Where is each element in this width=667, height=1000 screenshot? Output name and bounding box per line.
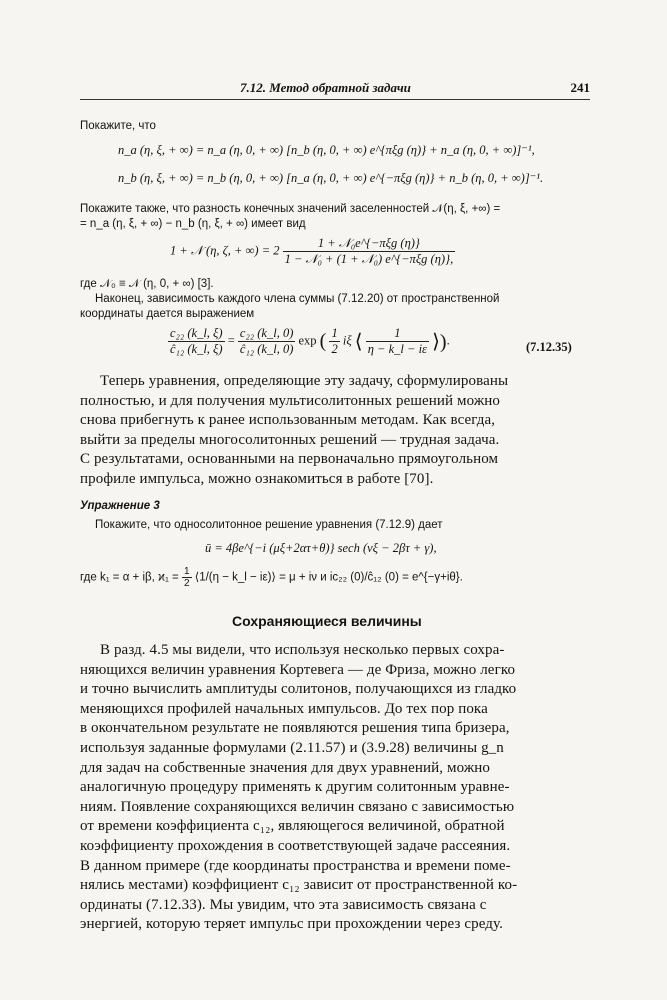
fraction-numerator: c₂₂ (k_l, ξ)	[170, 326, 223, 340]
exp-function: exp	[298, 333, 317, 348]
text-line: координаты дается выражением	[80, 308, 255, 320]
paragraph-line: С результатами, основанными на первоначально прямоугольном	[80, 451, 499, 468]
equation-number: (7.12.35)	[526, 340, 572, 354]
paragraph-line: энергией, которую теряет импульс при прохождении через среду.	[80, 916, 503, 933]
equation-2: n_b (η, ξ, + ∞) = n_b (η, 0, + ∞) [n_a (η, 0, + ∞) e^{−πξg (η)} + n_b (η, 0, + ∞)]⁻¹.	[118, 171, 544, 185]
exercise-equation: ū = 4βe^{−i (μξ+2ατ+θ)} sech (νξ − 2βτ + γ),	[205, 541, 437, 555]
fraction-denominator: ĉ₁₂ (k_l, 0)	[239, 342, 294, 356]
paragraph-line: нялись местами) коэффициент c₁₂ зависит от пространственной ко-	[80, 877, 518, 894]
paragraph-line: снова прибегнуть к ранее использованным методам. Как всегда,	[80, 412, 496, 429]
paragraph-line: используя заданные формулами (2.11.57) и (3.9.28) величины g_n	[80, 739, 504, 756]
paragraph-line: ординаты (7.12.33). Мы увидим, что эта зависимость связана с	[80, 896, 487, 913]
paragraph-2	[80, 641, 590, 935]
header-rule	[80, 99, 590, 100]
paragraph-line: от времени коэффициента c₁₂, являющегося величиной, обратной	[80, 818, 505, 835]
paragraph-line: для задач на собственные значения для двух уравнений, можно	[80, 759, 491, 776]
half-fraction	[329, 326, 339, 357]
paragraph-line: меняющихся профилей начальных импульсов. До тех пор пока	[80, 700, 488, 717]
page-number: 241	[570, 80, 590, 95]
half-fraction	[182, 566, 192, 589]
definitions-suffix: ⟨1/(η − k_l − iε)⟩ = μ + iν и ic₂₂ (0)/ĉ₁₂ (0) = e^{−γ+iθ}.	[194, 571, 463, 584]
paragraph-line: В разд. 4.5 мы видели, что используя несколько первых сохра-	[100, 642, 505, 658]
paragraph-line: профиле импульса, можно ознакомиться в работе [70].	[80, 470, 434, 487]
where-clause: где 𝒩₀ ≡ 𝒩 (η, 0, + ∞) [3].	[80, 278, 214, 290]
equation-4: $\frac{\text{c₂₂ (k\_l, ξ)}}{\text{ĉ₁₂ (k\_l, ξ)}}$ = $\frac{\text{c₂₂ (k\_l, 0)}}{\text{ĉ₁₂ (k\_l, 0)}}$ exp ( $\frac{1}{2}$ iξ ⟨ $\frac{1}{\eta - k\_l - i\varepsilon}$ ⟩).	[170, 326, 450, 356]
definitions-prefix: где k₁ = α + iβ, ϰ₁ =	[80, 571, 179, 584]
equation-1: n_a (η, ξ, + ∞) = n_a (η, 0, + ∞) [n_b (η, 0, + ∞) e^{πξg (η)} + n_a (η, 0, + ∞)]⁻¹,	[118, 143, 535, 157]
equation-3	[170, 236, 455, 267]
paragraph-line: в окончательном результате не появляются решения типа бризера,	[80, 720, 510, 737]
paragraph-1	[80, 372, 590, 490]
fraction-numerator: 1	[183, 566, 190, 577]
fraction-denominator: 2	[331, 342, 338, 356]
paragraph-line: аналогичную процедуру применять к другим солитонным уравне-	[80, 779, 510, 796]
text-line: = n_a (η, ξ, + ∞) − n_b (η, ξ, + ∞) имеет вид	[80, 218, 306, 230]
paragraph-line: и точно вычислить амплитуды солитонов, получающихся из гладко	[80, 681, 517, 698]
fraction-right	[238, 326, 295, 357]
fraction-left	[168, 326, 225, 357]
intro-text: Покажите, что	[80, 120, 156, 132]
exercise-text: Покажите, что односолитонное решение уравнения (7.12.9) дает	[95, 519, 443, 531]
fraction-numerator: 1	[331, 326, 338, 340]
fraction-numerator: 1 + 𝒩₀e^{−πξg (η)}	[283, 236, 456, 252]
text-line: Наконец, зависимость каждого члена суммы (7.12.20) от пространственной	[95, 293, 500, 305]
fraction-denominator: η − k_l − iε	[367, 342, 427, 356]
fraction-denominator: 1 − 𝒩₀ + (1 + 𝒩₀) e^{−πξg (η)},	[284, 252, 454, 266]
fraction-numerator: c₂₂ (k_l, 0)	[239, 326, 294, 340]
fraction-numerator: 1	[366, 326, 429, 342]
paragraph-line: ниям. Появление сохраняющихся величин связано с зависимостью	[80, 798, 515, 815]
exercise-definitions	[80, 566, 463, 589]
equation-3-lhs: 1 + 𝒩 (η, ζ, + ∞) = 2	[170, 243, 280, 258]
fraction-denominator: ĉ₁₂ (k_l, ξ)	[170, 342, 223, 356]
exercise-title: Упражнение 3	[80, 500, 160, 512]
paragraph-line: полностью, и для получения мультисолитонных решений можно	[80, 392, 501, 409]
fraction-denominator: 2	[183, 578, 190, 589]
paragraph-line: коэффициенту прохождения в соответствующей задаче рассеяния.	[80, 837, 511, 854]
text-line: Покажите также, что разность конечных значений заселенностей 𝒩(η, ξ, +∞) =	[80, 203, 501, 215]
section-heading: Сохраняющиеся величины	[232, 613, 422, 629]
paragraph-line: Теперь уравнения, определяющие эту задачу, сформулированы	[100, 373, 509, 389]
i-xi: iξ	[342, 333, 352, 348]
paragraph-line: В данном примере (где координаты пространства и времени поме-	[80, 857, 511, 874]
paragraph-line: выйти за пределы многосолитонных решений — трудная задача.	[80, 431, 500, 448]
inner-fraction	[366, 326, 429, 357]
chapter-title: 7.12. Метод обратной задачи	[240, 80, 411, 95]
equation-3-fraction	[283, 236, 456, 267]
paragraph-line: няющихся величин уравнения Кортевега — де Фриза, можно легко	[80, 661, 516, 678]
